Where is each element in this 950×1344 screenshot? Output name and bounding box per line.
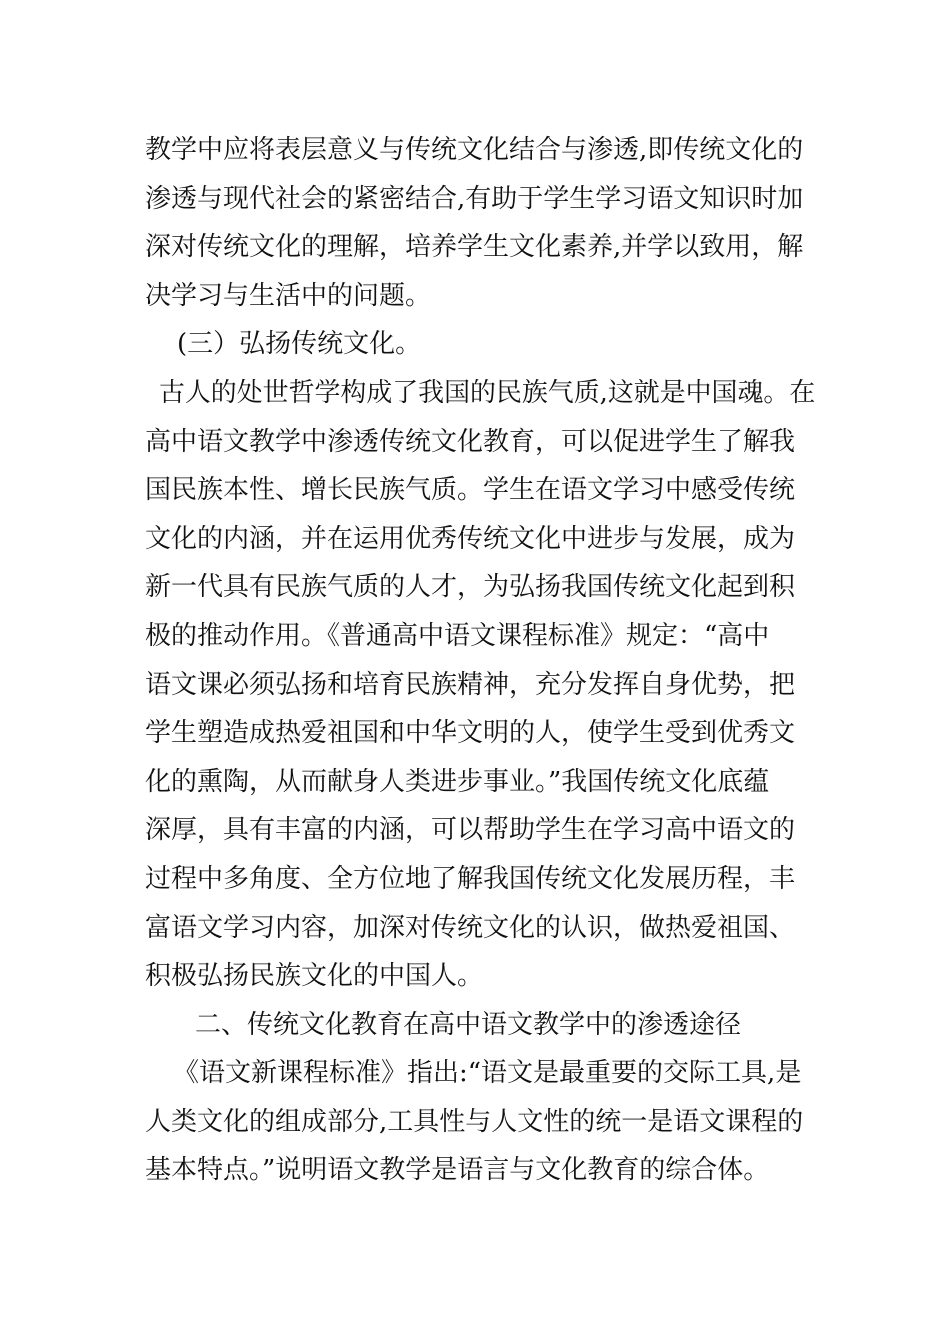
text-line: 古人的处世哲学构成了我国的民族气质,这就是中国魂。在 [158,377,816,408]
text-line: 化的熏陶，从而献身人类进步事业。”我国传统文化底蕴 [145,766,770,797]
text-line: 基本特点。”说明语文教学是语言与文化教育的综合体。 [145,1155,770,1186]
text-line: 《语文新课程标准》指出:“语文是最重要的交际工具,是 [173,1058,802,1089]
text-line: 学生塑造成热爱祖国和中华文明的人，使学生受到优秀文 [145,718,796,749]
body-text [145,126,815,1195]
text-line: 二、传统文化教育在高中语文教学中的渗透途径 [195,1009,742,1040]
text-line: 渗透与现代社会的紧密结合,有助于学生学习语文知识时加 [145,183,804,214]
text-line: 决学习与生活中的问题。 [145,280,432,311]
text-line: 深厚，具有丰富的内涵，可以帮助学生在学习高中语文的 [145,815,796,846]
text-line: 人类文化的组成部分,工具性与人文性的统一是语文课程的 [145,1106,804,1137]
text-line: 语文课必须弘扬和培育民族精神，充分发挥自身优势，把 [145,669,796,700]
text-line: 富语文学习内容，加深对传统文化的认识，做热爱祖国、 [145,912,796,943]
text-line: 新一代具有民族气质的人才，为弘扬我国传统文化起到积 [145,572,796,603]
text-line: 文化的内涵，并在运用优秀传统文化中进步与发展，成为 [145,523,796,554]
text-line: 教学中应将表层意义与传统文化结合与渗透,即传统文化的 [145,135,804,165]
text-line: (三）弘扬传统文化。 [177,329,422,360]
text-line: 过程中多角度、全方位地了解我国传统文化发展历程，丰 [145,863,796,894]
text-line: 积极弘扬民族文化的中国人。 [145,961,484,992]
text-line: 极的推动作用。《普通高中语文课程标准》规定：“高中 [145,620,770,651]
text-line: 深对传统文化的理解，培养学生文化素养,并学以致用，解 [145,232,804,263]
text-line: 国民族本性、增长民族气质。学生在语文学习中感受传统 [145,475,796,506]
text-line: 高中语文教学中渗透传统文化教育，可以促进学生了解我 [145,426,796,457]
